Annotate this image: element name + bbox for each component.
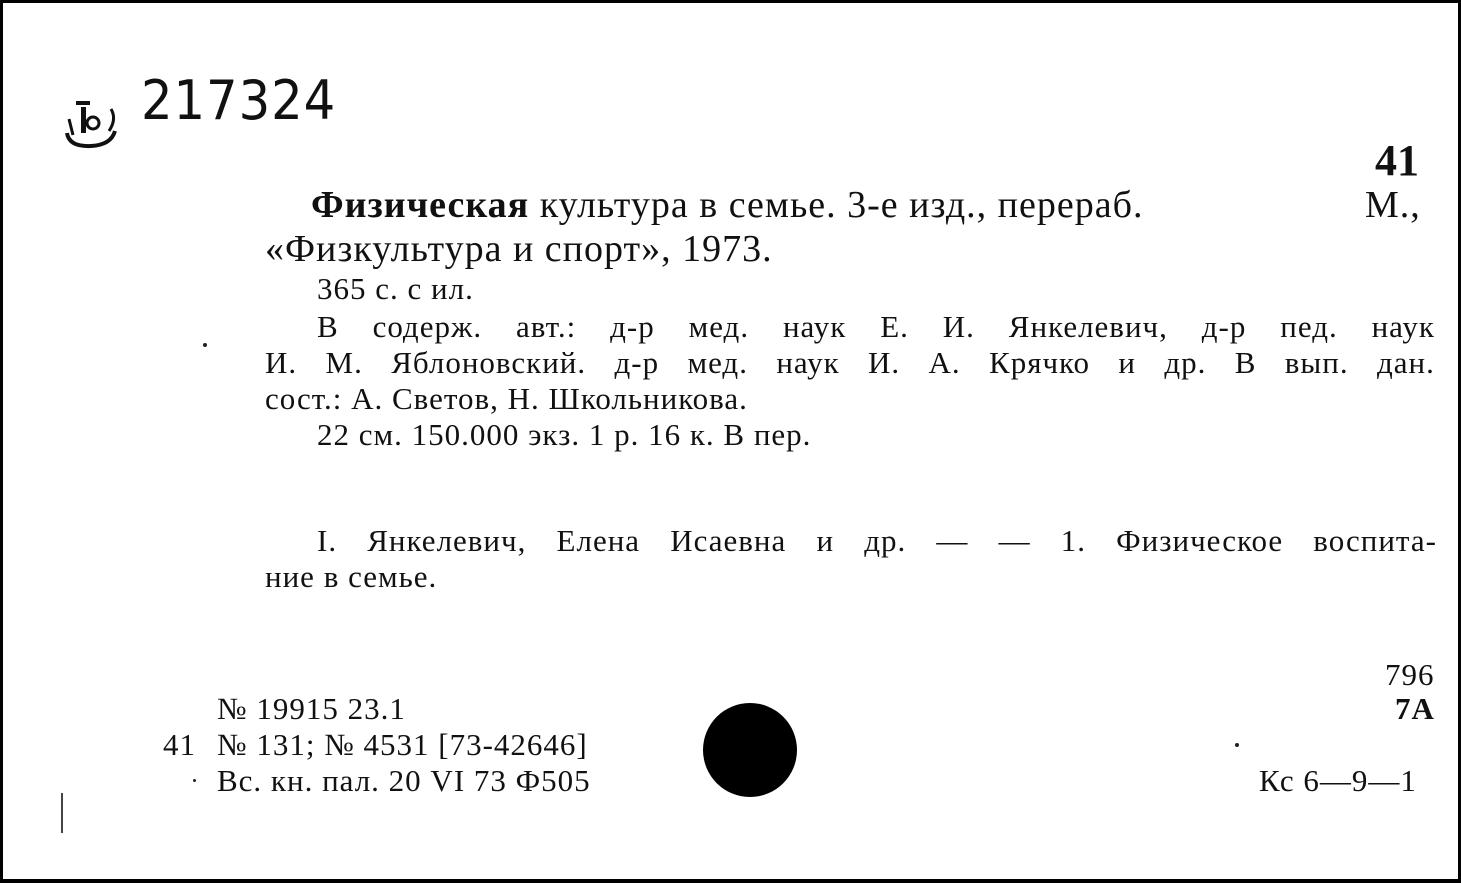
punch-hole [703,703,797,797]
tracing-line1-word: Исаевна [670,523,787,558]
tracing-line1-word: — [936,523,969,558]
contents-line1-word: В [317,309,339,344]
contents-line1-word: мед. [688,309,750,344]
contents-line-3: сост.: А. Светов, Н. Школьникова. [265,381,748,416]
tracing-line-2: ние в семье. [265,559,438,594]
edge-mark [61,793,69,833]
tracing-line1-word: — [998,523,1031,558]
place-of-publication: М., [1365,184,1421,226]
contents-line1-word: наук [1371,309,1435,344]
contents-line1-word: наук [782,309,847,344]
tracing-line1-word: Янкелевич, [367,523,527,558]
contents-line2-word: М. [325,345,363,380]
contents-line1-word: И. [942,309,975,344]
contents-line2-word: др. [1164,345,1207,380]
tracing-line-1 [317,523,1437,559]
contents-line1-word: Е. [880,309,909,344]
contents-line2-word: и [1118,345,1136,380]
contents-line1-word: авт.: [516,309,577,344]
physical-description: 22 см. 150.000 экз. 1 р. 16 к. В пер. [317,417,812,452]
footer-left-prefix: 41 [163,727,196,762]
footer-left-line-2: № 131; № 4531 [73-42646] [217,727,588,762]
contents-line2-word: мед. [687,345,748,380]
library-stamp-icon [61,89,121,151]
contents-line1-word: Янкелевич, [1008,309,1168,344]
contents-line-2 [265,345,1435,381]
speck-mark [193,779,196,782]
speck-mark [203,343,207,347]
footer-left-line-1: № 19915 23.1 [217,691,406,726]
contents-line2-word: дан. [1376,345,1435,380]
tracing-line1-word: Елена [556,523,641,558]
contents-line2-word: В [1234,345,1257,380]
pages-line: 365 с. с ил. [317,271,474,306]
contents-line2-word: наук [776,345,840,380]
footer-right-line-2: 7А [1395,691,1435,726]
speck-mark [1235,743,1239,747]
classification-number: 41 [1375,136,1419,185]
title-line [311,183,1143,227]
title-bold: Физическая [311,184,530,226]
contents-line2-word: И. [265,345,298,380]
contents-line2-word: Крячко [989,345,1091,380]
contents-line-1 [317,309,1435,345]
contents-line1-word: д-р [610,309,655,344]
title-rest: культура в семье. 3-е изд., перераб. [529,184,1144,226]
contents-line2-word: А. [928,345,961,380]
contents-line1-word: пед. [1280,309,1338,344]
tracing-line1-word: I. [317,523,338,558]
contents-line1-word: содерж. [372,309,483,344]
tracing-line1-word: 1. [1060,523,1086,558]
tracing-line1-word: воспита- [1313,523,1437,558]
tracing-line1-word: и [816,523,835,558]
footer-right-line-1: 796 [1385,657,1435,692]
contents-line1-word: д-р [1201,309,1247,344]
contents-line2-word: Яблоновский. [391,345,587,380]
footer-left-line-3: Вс. кн. пал. 20 VI 73 Ф505 [217,763,591,798]
tracing-line1-word: др. [864,523,907,558]
contents-line2-word: вып. [1284,345,1349,380]
contents-line2-word: И. [868,345,901,380]
contents-line2-word: д-р [614,345,660,380]
footer-right-line-3: Кс 6—9—1 [1259,763,1417,798]
publisher-line: «Физкультура и спорт», 1973. [265,228,773,270]
handwritten-inventory-number: 217324 [141,69,337,132]
tracing-line1-word: Физическое [1116,523,1284,558]
